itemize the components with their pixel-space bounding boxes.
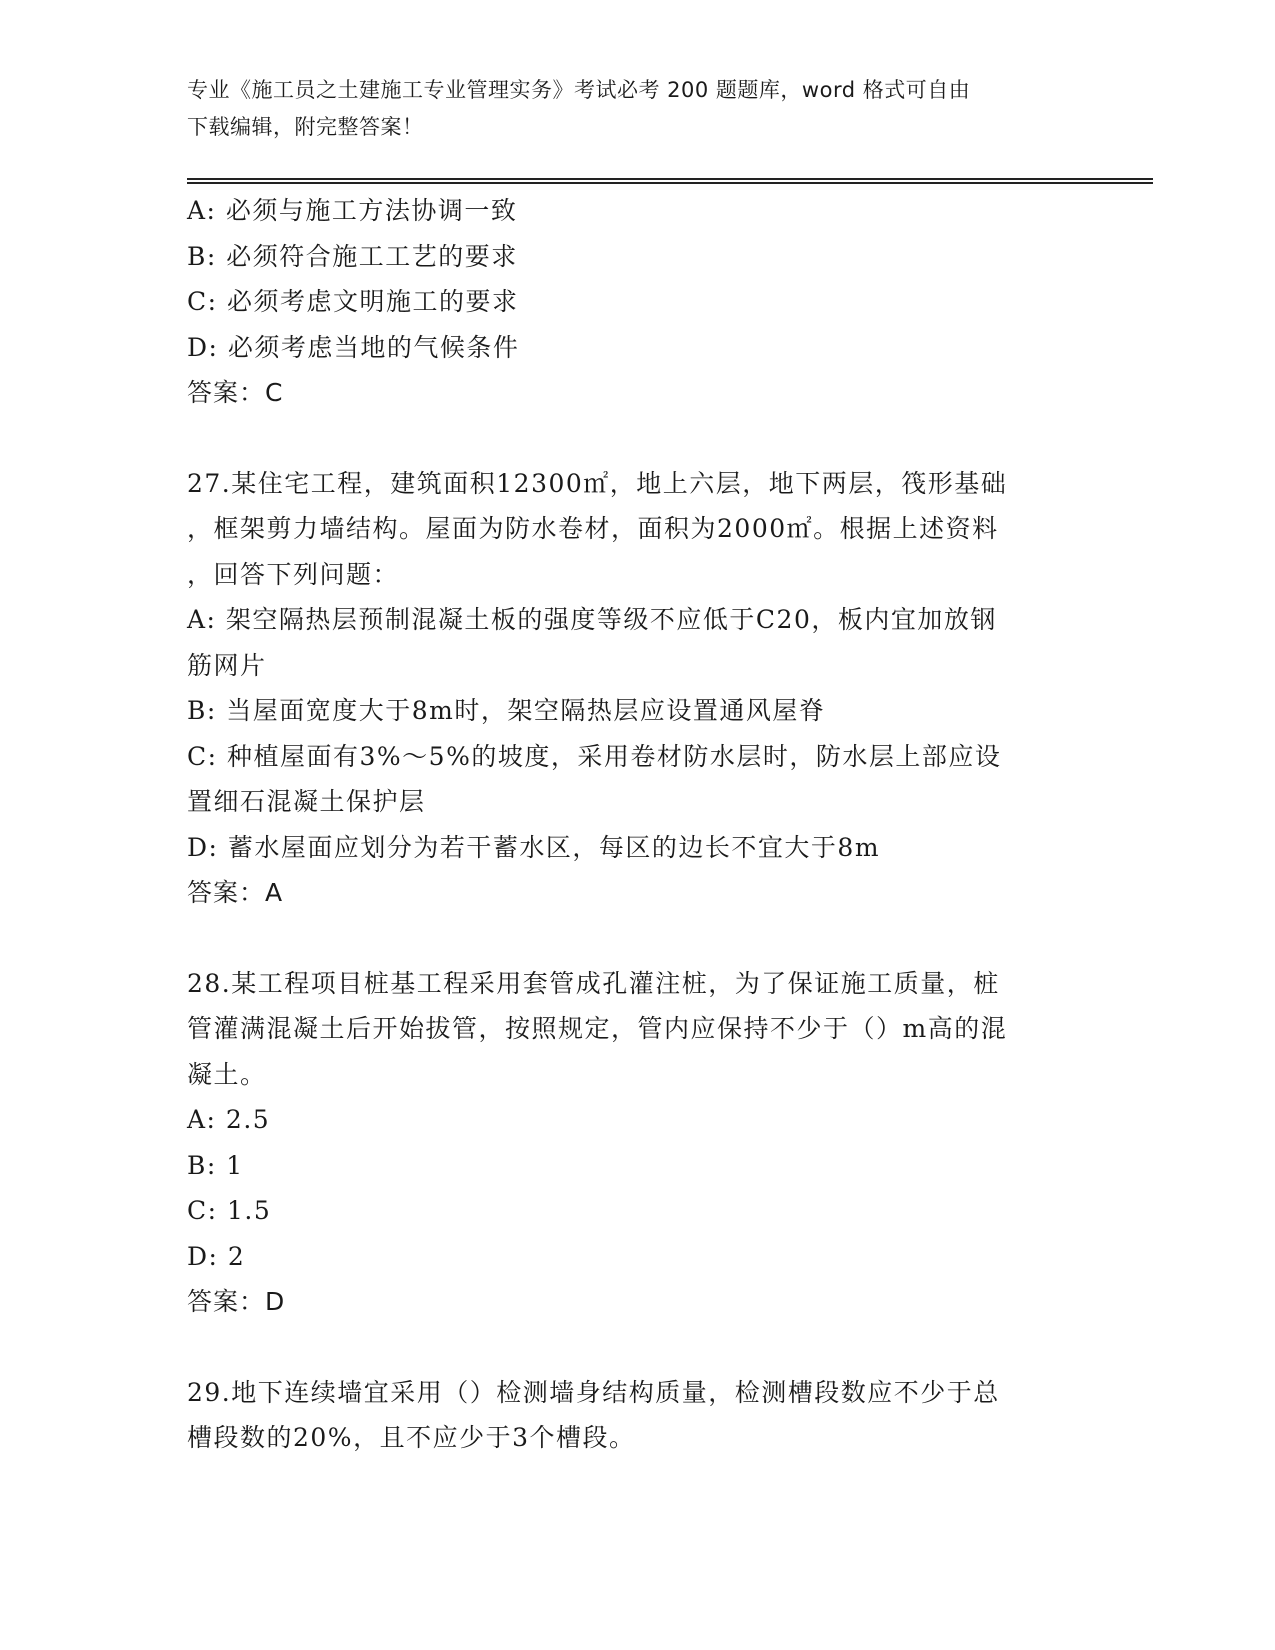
question-stem-line: 槽段数的20%，且不应少于3个槽段。: [187, 1423, 636, 1452]
option-a-continued: 筋网片: [187, 650, 267, 680]
option-b: B: 当屋面宽度大于8m时，架空隔热层应设置通风屋脊: [187, 696, 826, 725]
header-divider-bottom: [187, 182, 1153, 184]
question-stem-line: 凝土。: [187, 1059, 267, 1089]
answer: 答案：C: [187, 378, 284, 407]
question-27: [187, 461, 1087, 916]
question-26: [187, 188, 1087, 416]
document-header: [187, 72, 1067, 146]
question-stem-line: 管灌满混凝土后开始拔管，按照规定，管内应保持不少于（）m高的混: [187, 1014, 1008, 1043]
question-29: [187, 1370, 1087, 1461]
option-b: B: 必须符合施工工艺的要求: [187, 241, 518, 271]
question-stem-line: 28.某工程项目桩基工程采用套管成孔灌注桩，为了保证施工质量，桩: [187, 968, 1000, 998]
option-b: B: 1: [187, 1150, 244, 1180]
question-stem-line: 29.地下连续墙宜采用（）检测墙身结构质量，检测槽段数应不少于总: [187, 1377, 1000, 1407]
option-d: D: 必须考虑当地的气候条件: [187, 332, 520, 362]
question-stem-line: ，框架剪力墙结构。屋面为防水卷材，面积为2000㎡。根据上述资料: [187, 514, 999, 543]
header-divider-top: [187, 178, 1153, 180]
option-c: C: 种植屋面有3%～5%的坡度，采用卷材防水层时，防水层上部应设: [187, 741, 1002, 771]
answer: 答案：A: [187, 878, 284, 907]
question-stem-line: ，回答下列问题：: [187, 559, 400, 589]
option-c-continued: 置细石混凝土保护层: [187, 787, 426, 816]
spacer: [187, 1325, 1087, 1370]
option-d: D: 2: [187, 1241, 246, 1271]
option-a: A: 架空隔热层预制混凝土板的强度等级不应低于C20，板内宜加放钢: [187, 605, 997, 634]
option-a: A: 必须与施工方法协调一致: [187, 196, 518, 225]
option-c: C: 1.5: [187, 1196, 272, 1225]
question-content: [187, 188, 1087, 1461]
spacer: [187, 916, 1087, 961]
spacer: [187, 416, 1087, 461]
header-line-2: 下载编辑，附完整答案！: [187, 115, 424, 139]
header-line-1: 专业《施工员之土建施工专业管理实务》考试必考 200 题题库，word 格式可自由: [187, 78, 971, 102]
option-c: C: 必须考虑文明施工的要求: [187, 287, 519, 316]
question-stem-line: 27.某住宅工程，建筑面积12300㎡，地上六层，地下两层，筏形基础: [187, 468, 1008, 498]
option-d: D: 蓄水屋面应划分为若干蓄水区，每区的边长不宜大于8m: [187, 832, 881, 862]
question-28: [187, 961, 1087, 1325]
answer: 答案：D: [187, 1287, 286, 1316]
option-a: A: 2.5: [187, 1105, 271, 1134]
